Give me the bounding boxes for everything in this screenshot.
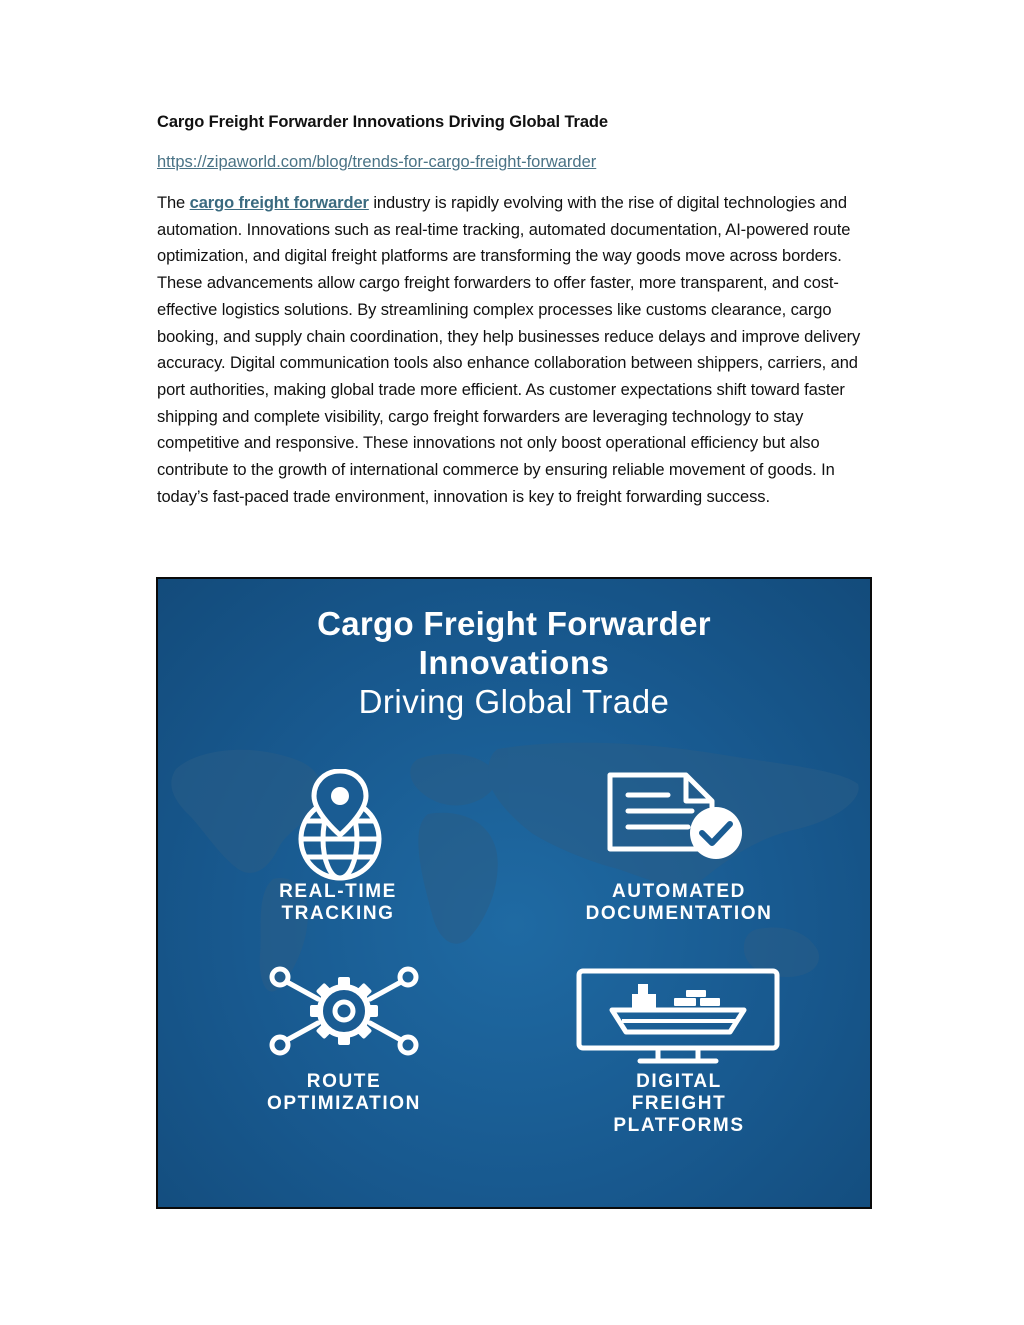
feature-label-line: ROUTE	[306, 1071, 382, 1092]
feature-label-line: DOCUMENTATION	[585, 903, 773, 924]
paragraph-rest: industry is rapidly evolving with the rise of digital technologies and automation. Innovations such as real-time tracking, automated documentation, AI-powered route optimization, and digital freight platforms are transforming the way goods move across borders. These advancements allow cargo freight forwarders to offer faster, more transparent, and cost-effective logistics solutions. By streamlining complex processes like customs clearance, cargo booking, and supply chain coordination, they help businesses reduce delays and improve delivery accuracy. Digital communication tools also enhance collaboration between shippers, carriers, and port authorities, making global trade more efficient. As customer expectations shift toward faster shipping and complete visibility, cargo freight forwarders are leveraging technology to stay competitive and responsive. These innovations not only boost operational efficiency but also contribute to the growth of international commerce by ensuring reliable movement of goods. In today’s fast-paced trade environment, innovation is key to freight forwarding success.	[157, 194, 861, 506]
paragraph-start: The	[157, 194, 190, 212]
infographic-title-line1: Cargo Freight Forwarder	[317, 605, 711, 642]
feature-label-digital-freight-platforms	[558, 1071, 800, 1137]
monitor-ship-icon	[576, 968, 780, 1066]
infographic-title-line3: Driving Global Trade	[358, 683, 670, 720]
feature-label-real-time-tracking	[218, 881, 458, 925]
feature-label-route-optimization	[218, 1071, 470, 1115]
globe-location-pin-icon	[276, 769, 404, 881]
body-paragraph	[157, 190, 875, 510]
feature-label-line: DIGITAL	[636, 1071, 722, 1092]
feature-label-automated-documentation	[538, 881, 820, 925]
infographic-title-line2: Innovations	[418, 644, 610, 681]
infographic-image	[156, 577, 872, 1209]
feature-label-line: TRACKING	[281, 903, 395, 924]
source-url-link[interactable]: https://zipaworld.com/blog/trends-for-cargo-freight-forwarder	[157, 153, 597, 171]
document-checkmark-icon	[606, 771, 752, 859]
gear-network-icon	[266, 965, 422, 1057]
feature-label-line: AUTOMATED	[611, 881, 747, 902]
feature-label-line: FREIGHT	[631, 1093, 727, 1114]
feature-label-line: PLATFORMS	[613, 1115, 745, 1136]
document-title: Cargo Freight Forwarder Innovations Driving Global Trade	[157, 113, 608, 131]
cargo-freight-forwarder-link[interactable]: cargo freight forwarder	[189, 194, 369, 212]
feature-label-line: OPTIMIZATION	[267, 1093, 421, 1114]
feature-label-line: REAL-TIME	[279, 881, 397, 902]
